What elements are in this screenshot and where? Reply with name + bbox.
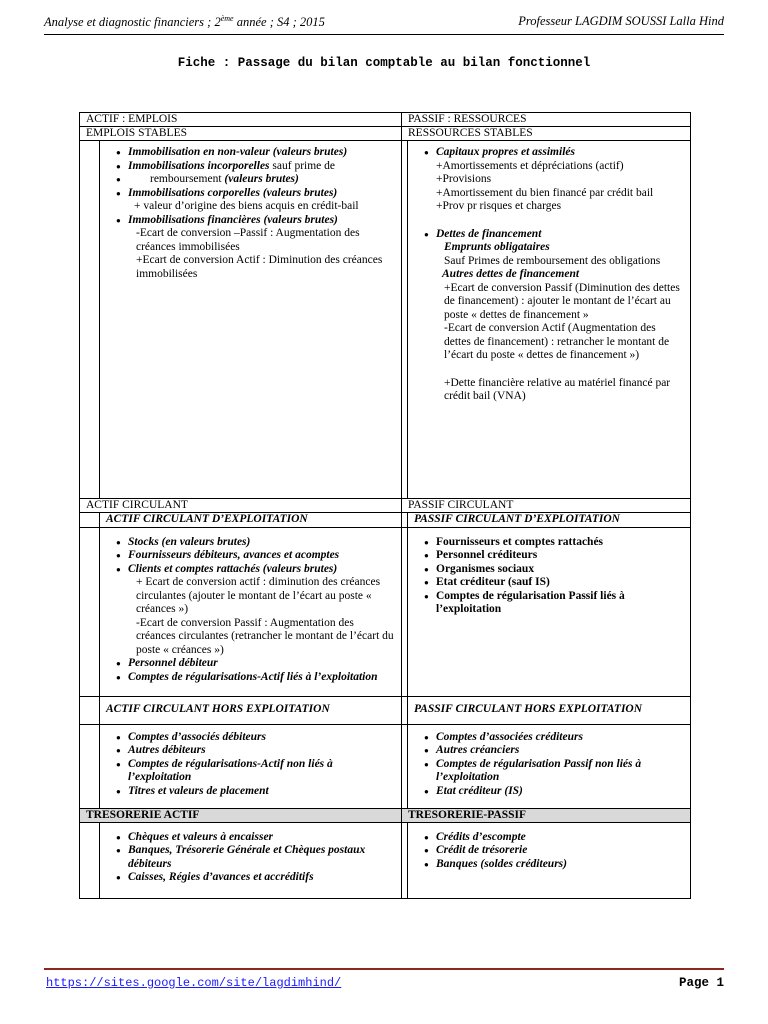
list-item: ● Comptes de régularisation Passif liés à l’exploitation xyxy=(426,590,684,617)
professor-name: Professeur LAGDIM SOUSSI Lalla Hind xyxy=(518,14,724,28)
pche-title: PASSIF CIRCULANT HORS EXPLOITATION xyxy=(408,696,691,724)
ache-list xyxy=(100,724,402,808)
list-item: ● Banques, Trésorerie Générale et Chèques postaux débiteurs xyxy=(118,844,395,871)
list-item-continuation: ● remboursement (valeurs brutes) xyxy=(118,173,395,187)
footer-rule xyxy=(44,968,724,970)
page-header xyxy=(44,12,724,34)
site-link[interactable]: https://sites.google.com/site/lagdimhind/ xyxy=(46,976,342,990)
sub-item: + Ecart de conversion actif : diminution des créances circulantes (ajouter le montant de l’écart au poste « créances ») xyxy=(136,576,381,615)
ressources-stables-header: RESSOURCES STABLES xyxy=(402,127,691,141)
list-item: ● Immobilisations incorporelles sauf prime de xyxy=(118,160,395,174)
list-item: ● Immobilisations financières (valeurs brutes) xyxy=(118,214,395,228)
page-title: Fiche : Passage du bilan comptable au bilan fonctionnel xyxy=(177,56,591,70)
list-item: ● Immobilisation en non-valeur (valeurs brutes) xyxy=(118,146,395,160)
sub-item: -Ecart de conversion Actif (Augmentation des dettes de financement) : retrancher le montant de l’écart du poste « dettes de financement ») xyxy=(444,322,670,361)
list-item: ● Autres créanciers xyxy=(426,744,684,758)
tresorerie-passif-list xyxy=(408,822,691,898)
sub-item: -Ecart de conversion Passif : Augmentation des créances circulantes (retrancher le montant de l’écart du poste « créances ») xyxy=(136,616,394,656)
bilan-table xyxy=(79,112,691,899)
sub-item: Sauf Primes de remboursement des obligations xyxy=(444,254,661,267)
ressources-stables-list xyxy=(408,141,691,499)
sub-item: +Amortissements et dépréciations (actif) xyxy=(436,159,624,172)
header-rule xyxy=(44,34,724,35)
list-item: ● Dettes de financement xyxy=(426,228,684,242)
list-item: ● Stocks (en valeurs brutes) xyxy=(118,536,395,550)
list-item: ● Comptes de régularisations-Actif liés à l’exploitation xyxy=(118,671,395,685)
list-item: ● Organismes sociaux xyxy=(426,563,684,577)
list-item: ● Immobilisations corporelles (valeurs brutes) xyxy=(118,187,395,201)
actif-header: ACTIF : EMPLOIS xyxy=(80,113,402,127)
sub-item: +Prov pr risques et charges xyxy=(436,200,562,212)
sub-item: +Ecart de conversion Actif : Diminution des créances immobilisées xyxy=(136,254,383,280)
emplois-stables-list xyxy=(100,141,402,499)
tresorerie-actif-header: TRESORERIE ACTIF xyxy=(80,808,402,822)
ache-title: ACTIF CIRCULANT HORS EXPLOITATION xyxy=(100,696,402,724)
sub-item: -Ecart de conversion –Passif : Augmentation des créances immobilisées xyxy=(136,227,360,253)
tresorerie-actif-list xyxy=(100,822,402,898)
tresorerie-passif-header: TRESORERIE-PASSIF xyxy=(402,808,691,822)
list-item: ● Personnel débiteur xyxy=(118,657,395,671)
list-item: ● Clients et comptes rattachés (valeurs brutes) xyxy=(118,563,395,577)
passif-circulant-header: PASSIF CIRCULANT xyxy=(402,499,691,513)
course-title: Analyse et diagnostic financiers ; 2ème année ; S4 ; 2015 xyxy=(44,14,325,30)
list-item: ● Comptes de régularisations-Actif non liés à l’exploitation xyxy=(118,758,395,785)
list-item: ● Chèques et valeurs à encaisser xyxy=(118,831,395,845)
list-item: ● Autres débiteurs xyxy=(118,744,395,758)
list-item: ● Caisses, Régies d’avances et accréditifs xyxy=(118,871,395,885)
list-item: ● Fournisseurs débiteurs, avances et acomptes xyxy=(118,549,395,563)
list-item: ● Capitaux propres et assimilés xyxy=(426,146,684,160)
list-item: ● Crédits d’escompte xyxy=(426,831,684,845)
list-item: ● Etat créditeur (sauf IS) xyxy=(426,576,684,590)
list-item: ● Comptes d’associés débiteurs xyxy=(118,731,395,745)
ace-title: ACTIF CIRCULANT D’EXPLOITATION xyxy=(100,513,402,528)
sub-item: +Provisions xyxy=(436,173,492,185)
sub-item: +Ecart de conversion Passif (Diminution des dettes de financement) : ajouter le montant de l’écart au poste « dettes de financement » xyxy=(444,281,680,321)
list-item: ● Banques (soldes créditeurs) xyxy=(426,858,684,872)
ace-list xyxy=(100,527,402,696)
actif-circulant-header: ACTIF CIRCULANT xyxy=(80,499,402,513)
passif-header: PASSIF : RESSOURCES xyxy=(402,113,691,127)
sub-item: +Dette financière relative au matériel financé par crédit bail (VNA) xyxy=(444,376,671,402)
list-item: ● Personnel créditeurs xyxy=(426,549,684,563)
list-item: ● Comptes de régularisation Passif non liés à l’exploitation xyxy=(426,758,684,785)
page-number: Page 1 xyxy=(678,976,724,990)
sub-item: +Amortissement du bien financé par crédit bail xyxy=(436,186,654,199)
pce-list xyxy=(408,527,691,696)
pce-title: PASSIF CIRCULANT D’EXPLOITATION xyxy=(408,513,691,528)
list-item: ● Crédit de trésorerie xyxy=(426,844,684,858)
sub-heading: Autres dettes de financement xyxy=(442,268,580,280)
sub-heading: Emprunts obligataires xyxy=(444,241,550,253)
list-item: ● Fournisseurs et comptes rattachés xyxy=(426,536,684,550)
page-footer xyxy=(44,968,724,994)
sub-item: + valeur d’origine des biens acquis en crédit-bail xyxy=(134,200,359,212)
list-item: ● Comptes d’associées créditeurs xyxy=(426,731,684,745)
list-item: ● Etat créditeur (IS) xyxy=(426,785,684,799)
emplois-stables-header: EMPLOIS STABLES xyxy=(80,127,402,141)
pche-list xyxy=(408,724,691,808)
list-item: ● Titres et valeurs de placement xyxy=(118,785,395,799)
